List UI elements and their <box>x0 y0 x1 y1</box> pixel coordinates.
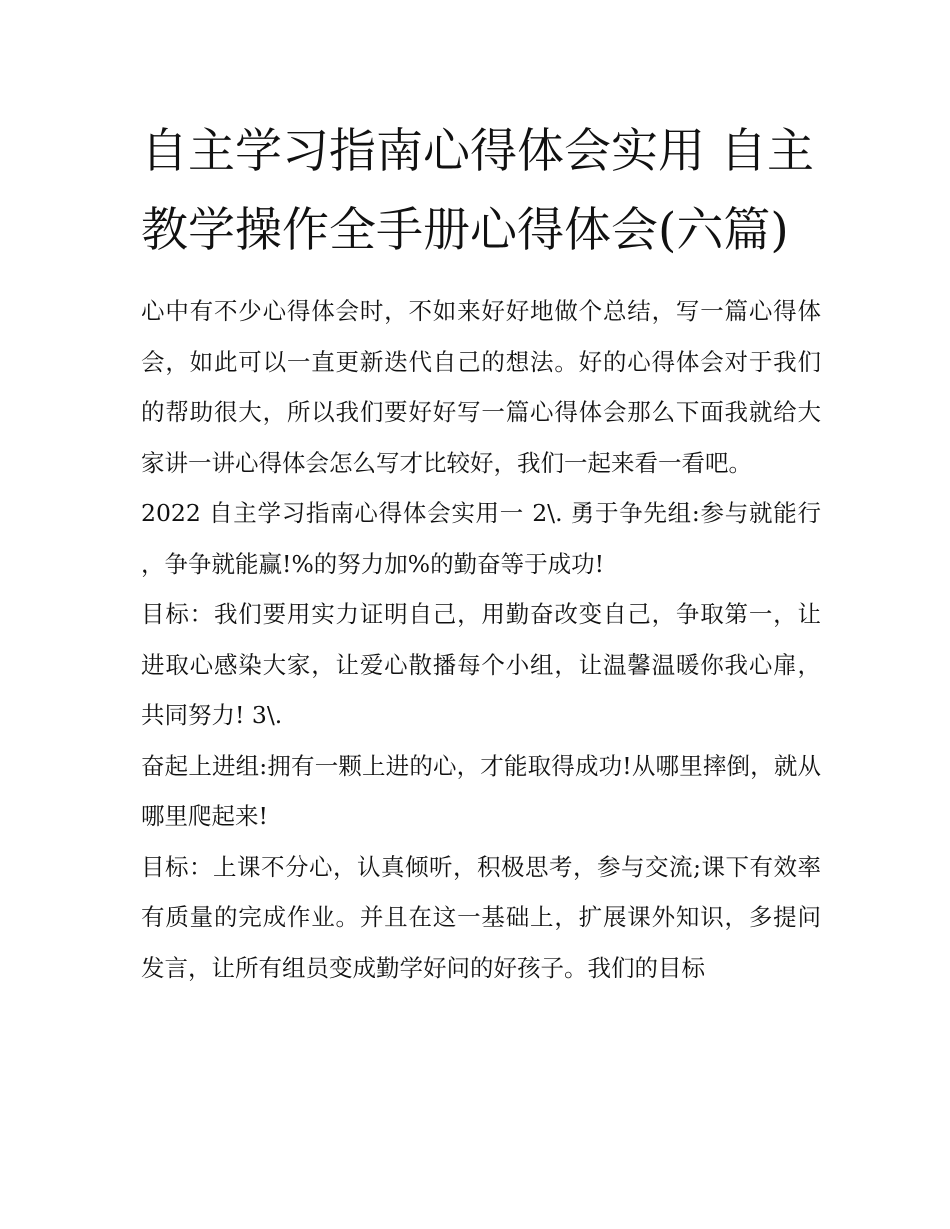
paragraph-intro: 心中有不少心得体会时，不如来好好地做个总结，写一篇心得体会，如此可以一直更新迭代自己的想法。好的心得体会对于我们的帮助很大，所以我们要好好写一篇心得体会那么下面我就给大家讲一讲心得体会怎么写才比较好，我们一起来看一看吧。 <box>141 297 821 477</box>
document-title: 自主学习指南心得体会实用 自主教学操作全手册心得体会(六篇) <box>141 124 814 258</box>
paragraph-section-one: 2022 自主学习指南心得体会实用一 2\. 勇于争先组:参与就能行 ，争争就能赢!%的努力加%的勤奋等于成功! <box>141 499 821 578</box>
document-page <box>141 112 821 993</box>
paragraph-group-rise: 奋起上进组:拥有一颗上进的心，才能取得成功!从哪里摔倒，就从哪里爬起来! <box>141 751 821 830</box>
paragraph-goal-one: 目标：我们要用实力证明自己，用勤奋改变自己，争取第一，让进取心感染大家，让爱心散播每个小组，让温馨温暖你我心扉，共同努力! 3\. <box>141 600 821 729</box>
paragraph-goal-two: 目标：上课不分心，认真倾听，积极思考，参与交流;课下有效率有质量的完成作业。并且在这一基础上，扩展课外知识，多提问发言，让所有组员变成勤学好问的好孩子。我们的目标 <box>141 852 821 982</box>
document-body <box>141 286 821 993</box>
